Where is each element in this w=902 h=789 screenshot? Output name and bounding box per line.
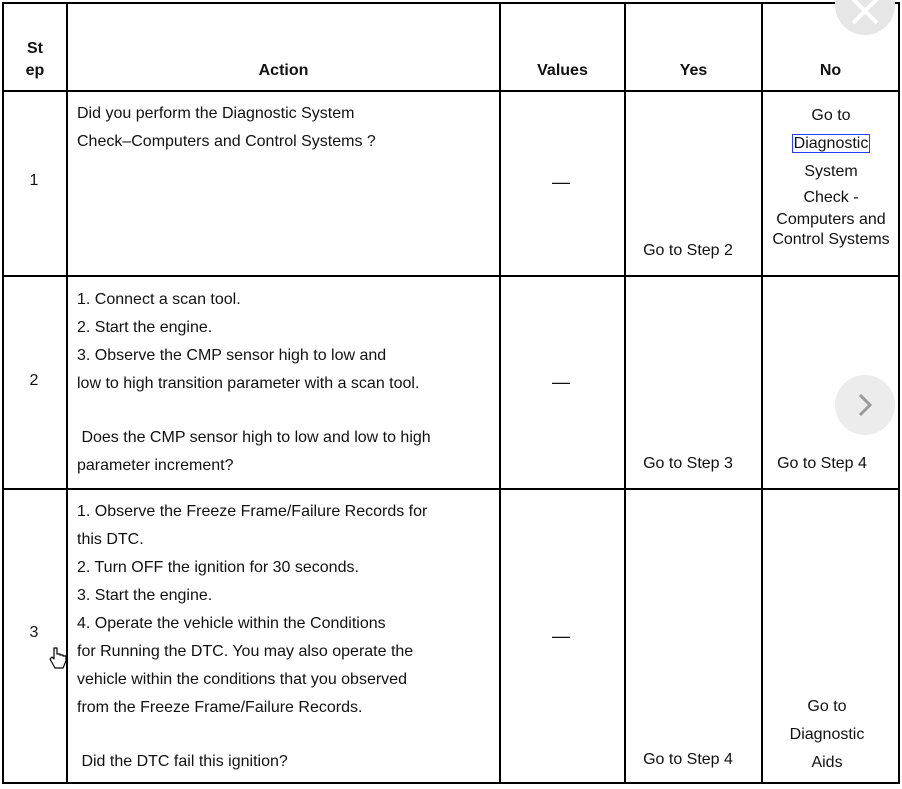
values-dash: — (552, 372, 570, 392)
action-line: this DTC. (77, 531, 144, 548)
action-line: low to high transition parameter with a scan tool. (77, 375, 420, 392)
action-line: 4. Operate the vehicle within the Conditions (77, 615, 386, 632)
hand-pointer-icon (48, 646, 68, 672)
close-button[interactable] (835, 0, 895, 35)
action-line: Did the DTC fail this ignition? (77, 753, 288, 770)
action-text (77, 286, 497, 480)
no-result (759, 693, 895, 777)
header-values: Values (537, 62, 588, 79)
col-divider-values (499, 2, 501, 784)
yes-result: Go to Step 3 (643, 455, 733, 472)
row2-divider (2, 488, 900, 490)
action-line (77, 398, 497, 424)
col-divider-yes (624, 2, 626, 784)
action-line: 2. Turn OFF the ignition for 30 seconds. (77, 559, 359, 576)
table-border-bottom (2, 782, 900, 784)
action-line: vehicle within the conditions that you observed (77, 671, 407, 688)
action-line: 3. Start the engine. (77, 587, 213, 604)
action-line: 2. Start the engine. (77, 319, 213, 336)
no-line: Aids (811, 754, 843, 771)
yes-result: Go to Step 2 (643, 242, 733, 259)
action-line: Does the CMP sensor high to low and low to high (77, 429, 431, 446)
header-step: St ep (25, 40, 45, 79)
action-line: Did you perform the Diagnostic System (77, 105, 355, 122)
no-line: System (804, 163, 858, 180)
close-icon (835, 0, 895, 35)
no-line: Check - (803, 189, 859, 206)
chevron-right-icon (835, 375, 895, 435)
no-result (763, 102, 899, 250)
action-text (77, 100, 497, 156)
row1-divider (2, 275, 900, 277)
no-line: Computers and (776, 211, 886, 228)
step-number: 3 (29, 624, 39, 641)
step-number: 1 (29, 172, 39, 189)
diagnostic-table (2, 2, 900, 784)
no-line: Control Systems (772, 231, 890, 248)
action-line (77, 722, 497, 748)
no-line: Go to (811, 107, 851, 124)
values-dash: — (552, 626, 570, 646)
yes-result: Go to Step 4 (643, 751, 733, 768)
action-line: parameter increment? (77, 457, 234, 474)
no-line: Diagnostic (789, 726, 865, 743)
action-line: from the Freeze Frame/Failure Records. (77, 699, 363, 716)
diagnostic-link[interactable]: Diagnostic (793, 135, 869, 152)
step-number: 2 (29, 372, 39, 389)
header-action: Action (258, 62, 309, 79)
header-yes: Yes (679, 62, 708, 79)
table-border-top (2, 2, 900, 4)
next-page-button[interactable] (835, 375, 895, 435)
action-line: Check–Computers and Control Systems ? (77, 133, 376, 150)
header-no: No (819, 62, 842, 79)
table-border-left (2, 2, 4, 784)
header-divider (2, 90, 900, 92)
values-dash: — (552, 172, 570, 192)
no-line: Go to (807, 698, 847, 715)
action-line: 3. Observe the CMP sensor high to low and (77, 347, 387, 364)
action-line: 1. Observe the Freeze Frame/Failure Records for (77, 503, 428, 520)
no-result: Go to Step 4 (777, 455, 867, 472)
action-line: 1. Connect a scan tool. (77, 291, 241, 308)
action-text (77, 498, 497, 776)
action-line: for Running the DTC. You may also operate the (77, 643, 414, 660)
